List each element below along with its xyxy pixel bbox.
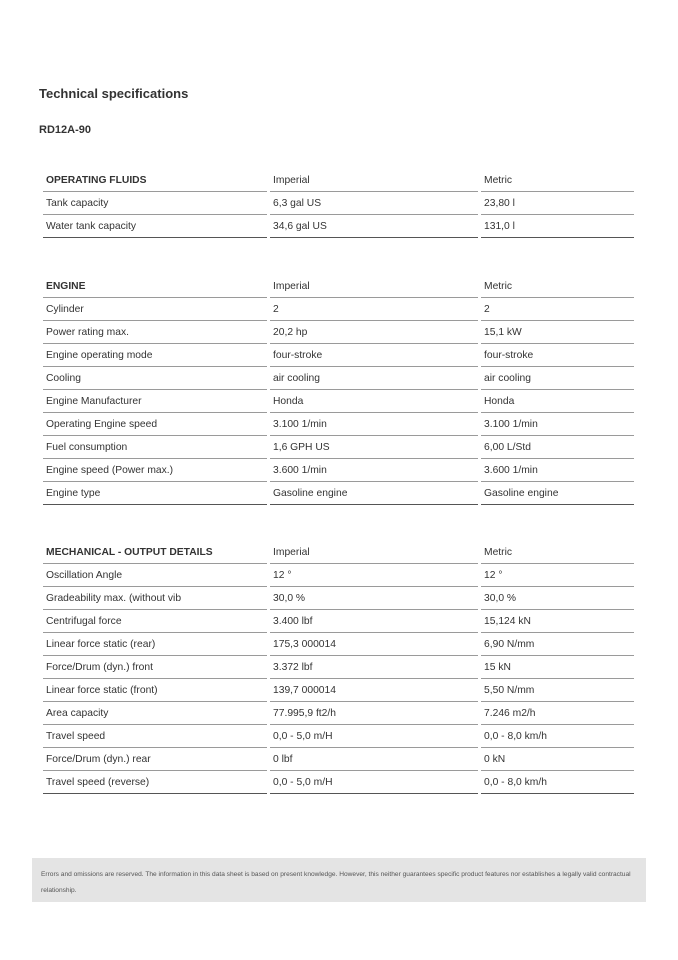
- table-row: [43, 679, 634, 702]
- imperial-value: air cooling: [269, 367, 480, 390]
- metric-column-header: Metric: [480, 169, 635, 192]
- imperial-value: 30,0 %: [269, 587, 480, 610]
- metric-value: air cooling: [480, 367, 635, 390]
- spec-label: Power rating max.: [43, 321, 269, 344]
- section-heading: MECHANICAL - OUTPUT DETAILS: [43, 541, 269, 564]
- metric-value: 6,00 L/Std: [480, 436, 635, 459]
- metric-value: 2: [480, 298, 635, 321]
- spec-label: Travel speed: [43, 725, 269, 748]
- spec-label: Engine type: [43, 482, 269, 505]
- metric-value: 30,0 %: [480, 587, 635, 610]
- table-header-row: [43, 275, 634, 298]
- spec-label: Linear force static (rear): [43, 633, 269, 656]
- metric-value: 12 °: [480, 564, 635, 587]
- table-header-row: [43, 541, 634, 564]
- imperial-value: 139,7 000014: [269, 679, 480, 702]
- page-title: Technical specifications: [39, 86, 189, 101]
- imperial-value: 77.995,9 ft2/h: [269, 702, 480, 725]
- metric-value: 23,80 l: [480, 192, 635, 215]
- imperial-value: 0,0 - 5,0 m/H: [269, 771, 480, 794]
- metric-value: 3.100 1/min: [480, 413, 635, 436]
- metric-value: 7.246 m2/h: [480, 702, 635, 725]
- table-row: [43, 436, 634, 459]
- table-row: [43, 564, 634, 587]
- metric-value: four-stroke: [480, 344, 635, 367]
- imperial-value: 3.100 1/min: [269, 413, 480, 436]
- imperial-value: 20,2 hp: [269, 321, 480, 344]
- metric-value: 5,50 N/mm: [480, 679, 635, 702]
- model-name: RD12A-90: [39, 124, 91, 136]
- metric-value: 3.600 1/min: [480, 459, 635, 482]
- metric-value: 6,90 N/mm: [480, 633, 635, 656]
- table-row: [43, 321, 634, 344]
- engine-table: [43, 275, 634, 505]
- section-heading: OPERATING FLUIDS: [43, 169, 269, 192]
- table-header-row: [43, 169, 634, 192]
- table-row: [43, 633, 634, 656]
- spec-label: Cylinder: [43, 298, 269, 321]
- table-row: [43, 656, 634, 679]
- metric-column-header: Metric: [480, 275, 635, 298]
- metric-column-header: Metric: [480, 541, 635, 564]
- spec-label: Water tank capacity: [43, 215, 269, 238]
- spec-label: Travel speed (reverse): [43, 771, 269, 794]
- table-row: [43, 390, 634, 413]
- metric-value: 0,0 - 8,0 km/h: [480, 725, 635, 748]
- table-row: [43, 587, 634, 610]
- spec-label: Gradeability max. (without vib: [43, 587, 269, 610]
- imperial-value: 12 °: [269, 564, 480, 587]
- spec-label: Engine Manufacturer: [43, 390, 269, 413]
- imperial-value: 34,6 gal US: [269, 215, 480, 238]
- disclaimer-note: Errors and omissions are reserved. The information in this data sheet is based on present knowledge. However, this neither guarantees specific product features nor establishes a legally valid contractual relationship.: [32, 858, 646, 902]
- spec-label: Linear force static (front): [43, 679, 269, 702]
- table-row: [43, 367, 634, 390]
- table-row: [43, 215, 634, 238]
- imperial-column-header: Imperial: [269, 169, 480, 192]
- metric-value: 131,0 l: [480, 215, 635, 238]
- imperial-column-header: Imperial: [269, 541, 480, 564]
- table-row: [43, 771, 634, 794]
- table-row: [43, 748, 634, 771]
- spec-label: Force/Drum (dyn.) rear: [43, 748, 269, 771]
- operating-fluids-table: [43, 169, 634, 238]
- table-row: [43, 482, 634, 505]
- imperial-value: 6,3 gal US: [269, 192, 480, 215]
- table-row: [43, 298, 634, 321]
- imperial-value: 3.600 1/min: [269, 459, 480, 482]
- metric-value: 0,0 - 8,0 km/h: [480, 771, 635, 794]
- imperial-value: 0,0 - 5,0 m/H: [269, 725, 480, 748]
- imperial-value: 3.372 lbf: [269, 656, 480, 679]
- imperial-value: Gasoline engine: [269, 482, 480, 505]
- section-heading: ENGINE: [43, 275, 269, 298]
- spec-label: Fuel consumption: [43, 436, 269, 459]
- imperial-column-header: Imperial: [269, 275, 480, 298]
- spec-label: Cooling: [43, 367, 269, 390]
- metric-value: 15,1 kW: [480, 321, 635, 344]
- imperial-value: 2: [269, 298, 480, 321]
- table-row: [43, 459, 634, 482]
- metric-value: Gasoline engine: [480, 482, 635, 505]
- spec-label: Engine operating mode: [43, 344, 269, 367]
- metric-value: 15 kN: [480, 656, 635, 679]
- table-row: [43, 344, 634, 367]
- table-row: [43, 192, 634, 215]
- spec-label: Centrifugal force: [43, 610, 269, 633]
- imperial-value: Honda: [269, 390, 480, 413]
- spec-label: Area capacity: [43, 702, 269, 725]
- spec-label: Tank capacity: [43, 192, 269, 215]
- table-row: [43, 725, 634, 748]
- spec-label: Engine speed (Power max.): [43, 459, 269, 482]
- mechanical-output-table: [43, 541, 634, 794]
- table-row: [43, 702, 634, 725]
- table-row: [43, 413, 634, 436]
- imperial-value: 175,3 000014: [269, 633, 480, 656]
- spec-label: Oscillation Angle: [43, 564, 269, 587]
- table-row: [43, 610, 634, 633]
- spec-label: Operating Engine speed: [43, 413, 269, 436]
- imperial-value: 1,6 GPH US: [269, 436, 480, 459]
- spec-label: Force/Drum (dyn.) front: [43, 656, 269, 679]
- metric-value: 15,124 kN: [480, 610, 635, 633]
- imperial-value: 0 lbf: [269, 748, 480, 771]
- metric-value: Honda: [480, 390, 635, 413]
- imperial-value: 3.400 lbf: [269, 610, 480, 633]
- imperial-value: four-stroke: [269, 344, 480, 367]
- metric-value: 0 kN: [480, 748, 635, 771]
